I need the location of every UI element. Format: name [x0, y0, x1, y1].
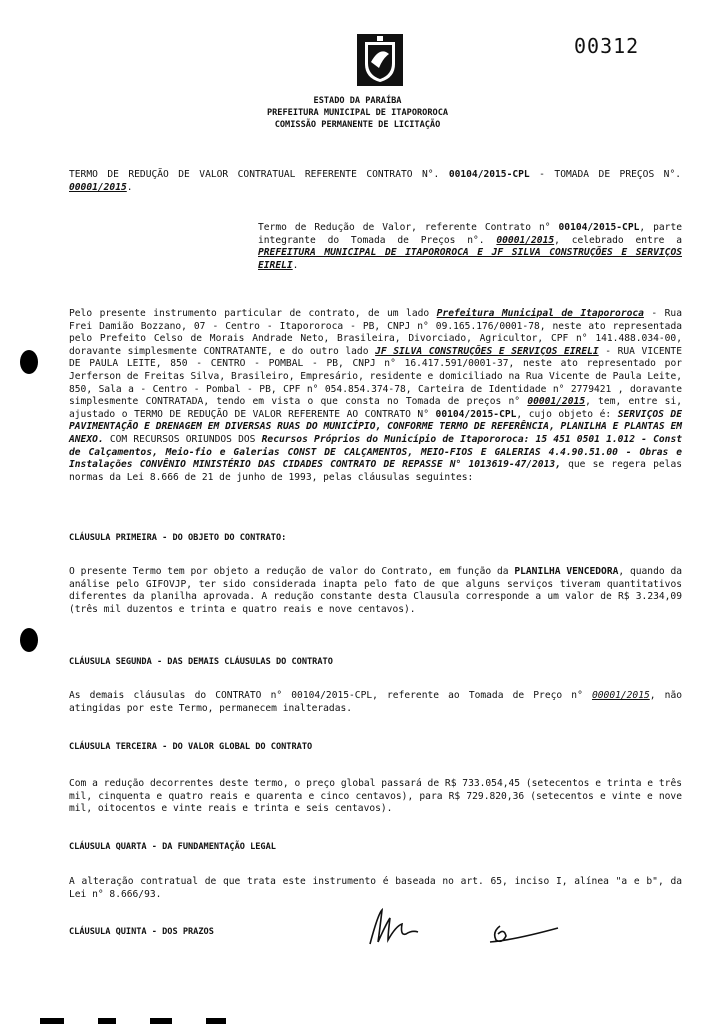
- scan-artifact: [150, 1018, 172, 1024]
- header-commission: COMISSÃO PERMANENTE DE LICITAÇÃO: [274, 120, 441, 130]
- clause1-heading: CLÁUSULA PRIMEIRA - DO OBJETO DO CONTRATO:: [69, 533, 287, 543]
- scan-artifact: [206, 1018, 226, 1024]
- punch-hole-bottom: [20, 628, 38, 652]
- scan-artifact: [98, 1018, 116, 1024]
- clause3-text: Com a redução decorrentes deste termo, o preço global passará de R$ 733.054,45 (setecentos e trinta e três mil, cinquenta e quatro reais e quarenta e cinco centavos), para R$ 729.820,36 (setecentos e vinte e nove mil, oitocentos e vinte reais e trinta e seis centavos).: [69, 778, 682, 815]
- page-number-stamp: 00312: [574, 34, 640, 58]
- preamble-paragraph: Pelo presente instrumento particular de contrato, de um lado Prefeitura Municipal de Itapororoca - Rua Frei Damião Bozzano, 07 - Centro - Itapororoca - PB, CNPJ n° 09.165.176/0001-78, neste ato representada pelo Prefeito Celso de Morais Andrade Neto, Brasileira, Divorciado, Agricultor, CPF n° 141.488.034-00, doravante simplesmente CONTRATANTE, e do outro lado JF SILVA CONSTRUÇÕES E SERVIÇOS EIRELI - RUA VICENTE DE PAULA LEITE, 850 - CENTRO - POMBAL - PB, CNPJ n° 16.417.591/0001-37, neste ato representado por Jerferson de Freitas Silva, Brasileiro, Empresário, residente e domiciliado na Rua Vicente de Paula Leite, 850, Sala a - Centro - Pombal - PB, CPF n° 054.854.374-78, Carteira de Identidade n° 2779421 , doravante simplesmente CONTRATADA, tendo em vista o que consta no Tomada de preços n° 00001/2015, tem, entre si, ajustado o TERMO DE REDUÇÃO DE VALOR REFERENTE AO CONTRATO N° 00104/2015-CPL, cujo objeto é: SERVIÇOS DE PAVIMENTAÇÃO E DRENAGEM EM DIVERSAS RUAS DO MUNICÍPIO, CONFORME TERMO DE REFERÊNCIA, PLANILHA E PLANTAS EM ANEXO. COM RECURSOS ORIUNDOS DOS Recursos Próprios do Município de Itapororoca: 15 451 0501 1.012 - Const de Calçamentos, Meio-fio e Galerias CONST DE CALÇAMENTOS, MEIO-FIOS E GALERIAS 4.4.90.51.00 - Obras e Instalações CONVÊNIO MINISTÉRIO DAS CIDADES CONTRATO DE REPASSE N° 1013619-47/2013, que se regera pelas normas da Lei 8.666 de 21 de junho de 1993, pelas cláusulas seguintes:: [69, 308, 683, 483]
- municipal-coat-of-arms-icon: [357, 34, 403, 86]
- clause4-text: A alteração contratual de que trata este instrumento é baseada no art. 65, inciso I, alínea "a e b", da Lei n° 8.666/93.: [69, 876, 682, 900]
- signature-initials-1: [366, 904, 436, 948]
- document-title: TERMO DE REDUÇÃO DE VALOR CONTRATUAL REFERENTE CONTRATO N°. 00104/2015-CPL - TOMADA DE PREÇOS N°. 00001/2015.: [69, 169, 682, 193]
- clause1-text: O presente Termo tem por objeto a redução de valor do Contrato, em função da PLANILHA VENCEDORA, quando da análise pelo GIFOVJP, ter sido considerada inapta pelo fato de que alguns serviços tiveram quantitativos diferentes da planilha aprovada. A redução constante desta Clausula corresponde a um valor de R$ 3.234,09 (três mil duzentos e trinta e quatro reais e nove centavos).: [69, 566, 682, 615]
- header-prefeitura: PREFEITURA MUNICIPAL DE ITAPOROROCA: [266, 108, 449, 118]
- header-state: ESTADO DA PARAÍBA: [313, 96, 402, 106]
- signature-initials-2: [484, 918, 564, 948]
- clause3-heading: CLÁUSULA TERCEIRA - DO VALOR GLOBAL DO CONTRATO: [69, 742, 313, 752]
- clause5-heading: CLÁUSULA QUINTA - DOS PRAZOS: [69, 927, 214, 937]
- clause2-text: As demais cláusulas do CONTRATO n° 00104/2015-CPL, referente ao Tomada de Preço n° 00001/2015, não atingidas por este Termo, permanecem inalteradas.: [69, 690, 682, 714]
- clause2-heading: CLÁUSULA SEGUNDA - DAS DEMAIS CLÁUSULAS DO CONTRATO: [69, 657, 333, 667]
- clause4-heading: CLÁUSULA QUARTA - DA FUNDAMENTAÇÃO LEGAL: [69, 842, 276, 852]
- punch-hole-top: [20, 350, 38, 374]
- summary-block: Termo de Redução de Valor, referente Contrato n° 00104/2015-CPL, parte integrante do Tomada de Preços n°. 00001/2015, celebrado entre a PREFEITURA MUNICIPAL DE ITAPOROROCA E JF SILVA CONSTRUÇÕES E SERVIÇOS EIRELI.: [258, 222, 683, 271]
- scan-artifact: [40, 1018, 64, 1024]
